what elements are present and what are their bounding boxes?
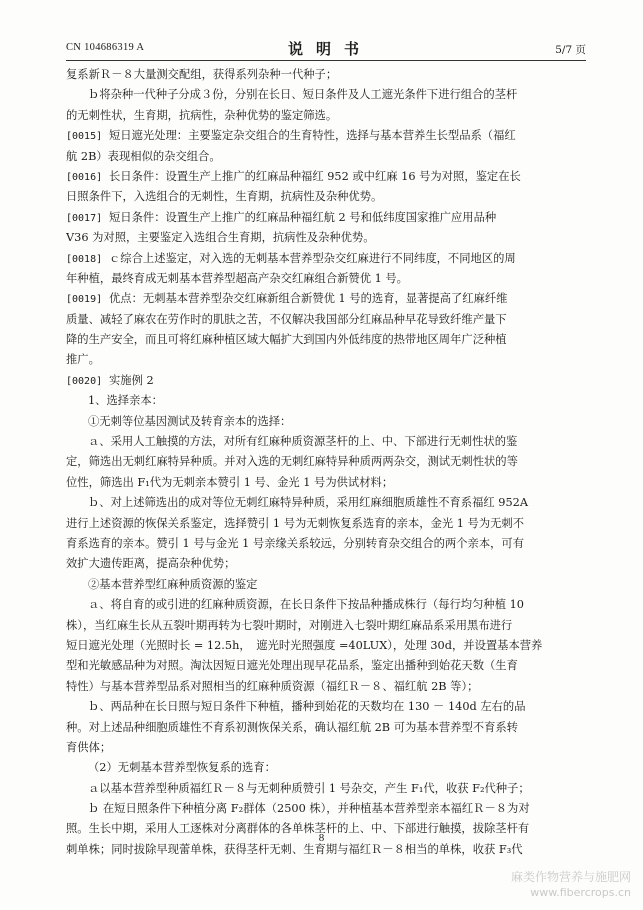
document-body (66, 65, 586, 860)
line-text: ａ、采用人工触摸的方法，对所有红麻种质资源茎杆的上、中、下部进行无刺性状的鉴 (88, 435, 518, 449)
text-line (66, 350, 586, 370)
text-line (66, 65, 586, 85)
paragraph-number: [0019] (66, 294, 103, 306)
watermark-site-name: 麻类作物营养与施肥网 (510, 870, 631, 884)
text-line (66, 697, 586, 717)
text-line (66, 779, 586, 799)
text-line (66, 147, 586, 167)
text-line (66, 514, 586, 534)
page-count: 5/7 页 (555, 44, 586, 56)
line-text: 质量、减轻了麻农在劳作时的肌肤之苦，不仅解决我国部分红麻品种早花导致纤维产量下 (66, 312, 507, 326)
text-line (66, 452, 586, 472)
text-line (66, 738, 586, 758)
text-line (66, 473, 586, 493)
line-text: 推广。 (66, 353, 100, 367)
text-line (66, 575, 586, 595)
line-text: 复系新Ｒ－８大量测交配组，获得系列杂种一代种子； (66, 68, 338, 81)
paragraph-number: [0018] (66, 253, 103, 265)
text-line (66, 595, 586, 615)
text-line (66, 85, 586, 105)
line-text: ｂ、对上述筛选出的成对等位无刺红麻特异种质，采用红麻细胞质雄性不育系福红 952A (88, 496, 529, 510)
line-text: 株），当红麻生长从五裂叶期再转为七裂叶期时，对刚进入七裂叶期红麻品系采用黑布进行 (66, 618, 513, 632)
text-line (66, 330, 586, 350)
paragraph-number: [0016] (66, 171, 103, 183)
text-line (66, 799, 586, 819)
text-line (66, 391, 586, 411)
text-line (66, 758, 586, 778)
line-text: ②基本营养型红麻种质资源的鉴定 (88, 577, 258, 591)
text-line (66, 126, 586, 146)
line-text: ｂ将杂种一代种子分成３份，分别在长日、短日条件及人工遮光条件下进行组合的茎杆 (88, 88, 518, 102)
line-text: 年种植，最终育成无刺基本营养型超高产杂交红麻组合新赞优 1 号。 (66, 271, 408, 285)
page-header (66, 38, 586, 60)
text-line (66, 432, 586, 452)
line-text: 进行上述资源的恢保关系鉴定，选择赞引 1 号为无刺恢复系选育的亲本，金光 1 号为无刺不 (66, 516, 525, 530)
line-text: 育系选育的亲本。赞引 1 号与金光 1 号亲缘关系较远，分别转育杂交组合的两个亲本，可有 (66, 536, 525, 550)
line-text: 实施例 2 (109, 373, 154, 387)
text-line (66, 310, 586, 330)
line-text: 的无刺性状，生育期，抗病性，杂种优势的鉴定筛选。 (66, 108, 338, 122)
line-text: ｂ 在短日照条件下种植分离 F₂群体（2500 株），并种植基本营养型亲本福红Ｒ－８为对 (88, 802, 530, 816)
document-number: CN 104686319 A (66, 42, 145, 53)
text-line (66, 208, 586, 228)
line-text: 定，筛选出无刺红麻特异种质。并对入选的无刺红麻特异种质两两杂交，测试无刺性状的等 (66, 455, 518, 469)
line-text: 降的生产安全，而且可将红麻种植区域大幅扩大到国内外低纬度的热带地区周年广泛种植 (66, 333, 507, 347)
text-line (66, 677, 586, 697)
line-text: 航 2B）表现相似的杂交组合。 (66, 149, 221, 163)
line-text: 长日条件：设置生产上推广的红麻品种福红 952 或中红麻 16 号为对照，鉴定在长 (109, 169, 521, 183)
text-line (66, 554, 586, 574)
line-text: 刺单株；同时拔除早现蕾单株，获得茎杆无刺、生育期与福红Ｒ－８相当的单株，收获 F₃代 (66, 842, 523, 856)
line-text: 1、选择亲本： (88, 394, 163, 408)
line-text: 优点：无刺基本营养型杂交红麻新组合新赞优 1 号的选育，显著提高了红麻纤维 (109, 292, 508, 306)
text-line (66, 534, 586, 554)
line-text: 育供体； (66, 740, 112, 754)
line-text: 日照条件下，入选组合的无刺性，生育期，抗病性及杂种优势。 (66, 190, 383, 204)
line-text: 短日条件：设置生产上推广的红麻品种福红航 2 号和低纬度国家推广应用品种 (109, 210, 497, 224)
header-rule (66, 60, 586, 61)
text-line (66, 616, 586, 636)
text-line (66, 167, 586, 187)
line-text: 照。生长中期，采用人工逐株对分离群体的各单株茎杆的上、中、下部进行触摸，拔除茎杆有 (66, 822, 530, 836)
text-line (66, 269, 586, 289)
text-line (66, 493, 586, 513)
line-text: 短日遮光处理：主要鉴定杂交组合的生育特性，选择与基本营养生长型品系（福红 (109, 129, 516, 143)
page-number: 8 (318, 832, 325, 844)
paragraph-number: [0015] (66, 131, 103, 143)
text-line (66, 187, 586, 207)
line-text: ｂ、两品种在长日照与短日条件下种植，播种到始花的天数均在 130 － 140d 左右的品 (88, 700, 526, 714)
line-text: V36 为对照，主要鉴定入选组合生育期，抗病性及杂种优势。 (66, 231, 375, 245)
text-line (66, 289, 586, 309)
line-text: （2）无刺基本营养型恢复系的选育： (88, 761, 276, 775)
line-text: ａ以基本营养型种质福红Ｒ－８与无刺种质赞引 1 号杂交，产生 F₁代，收获 F₂代种子； (88, 781, 530, 795)
text-line (66, 371, 586, 391)
line-text: 种。对上述品种细胞质雄性不育系初测恢保关系，确认福红航 2B 可为基本营养型不育系转 (66, 720, 518, 734)
text-line (66, 106, 586, 126)
text-line (66, 249, 586, 269)
line-text: 短日遮光处理（光照时长 = 12.5h， 遮光时光照强度 =40LUX），处理 30d，并设置基本营养 (66, 638, 543, 652)
line-text: ①无刺等位基因测试及转育亲本的选择： (88, 414, 292, 428)
paragraph-number: [0020] (66, 375, 103, 387)
paragraph-number: [0017] (66, 212, 103, 224)
line-text: 特性）与基本营养型品系对照相当的红麻种质资源（福红Ｒ－８、福红航 2B 等）； (66, 679, 479, 693)
watermark-url: www.fibercrops.cn (530, 886, 631, 899)
line-text: ｃ综合上述鉴定，对入选的无刺基本营养型杂交红麻进行不同纬度，不同地区的周 (109, 251, 516, 265)
text-line (66, 656, 586, 676)
line-text: 效扩大遗传距离，提高杂种优势； (66, 557, 236, 571)
text-line (66, 718, 586, 738)
line-text: 型和光敏感品种为对照。淘汰因短日遮光处理出现早花品系，鉴定出播种到始花天数（生育 (66, 659, 518, 673)
text-line (66, 412, 586, 432)
line-text: ａ、将自育的或引进的红麻种质资源，在长日条件下按品种播成株行（每行均匀种植 10 (88, 598, 524, 612)
text-line (66, 228, 586, 248)
line-text: 位性，筛选出 F₁代为无刺亲本赞引 1 号、金光 1 号为供试材料； (66, 475, 394, 489)
text-line (66, 636, 586, 656)
watermark (511, 870, 631, 900)
document-title: 说明书 (288, 40, 373, 58)
